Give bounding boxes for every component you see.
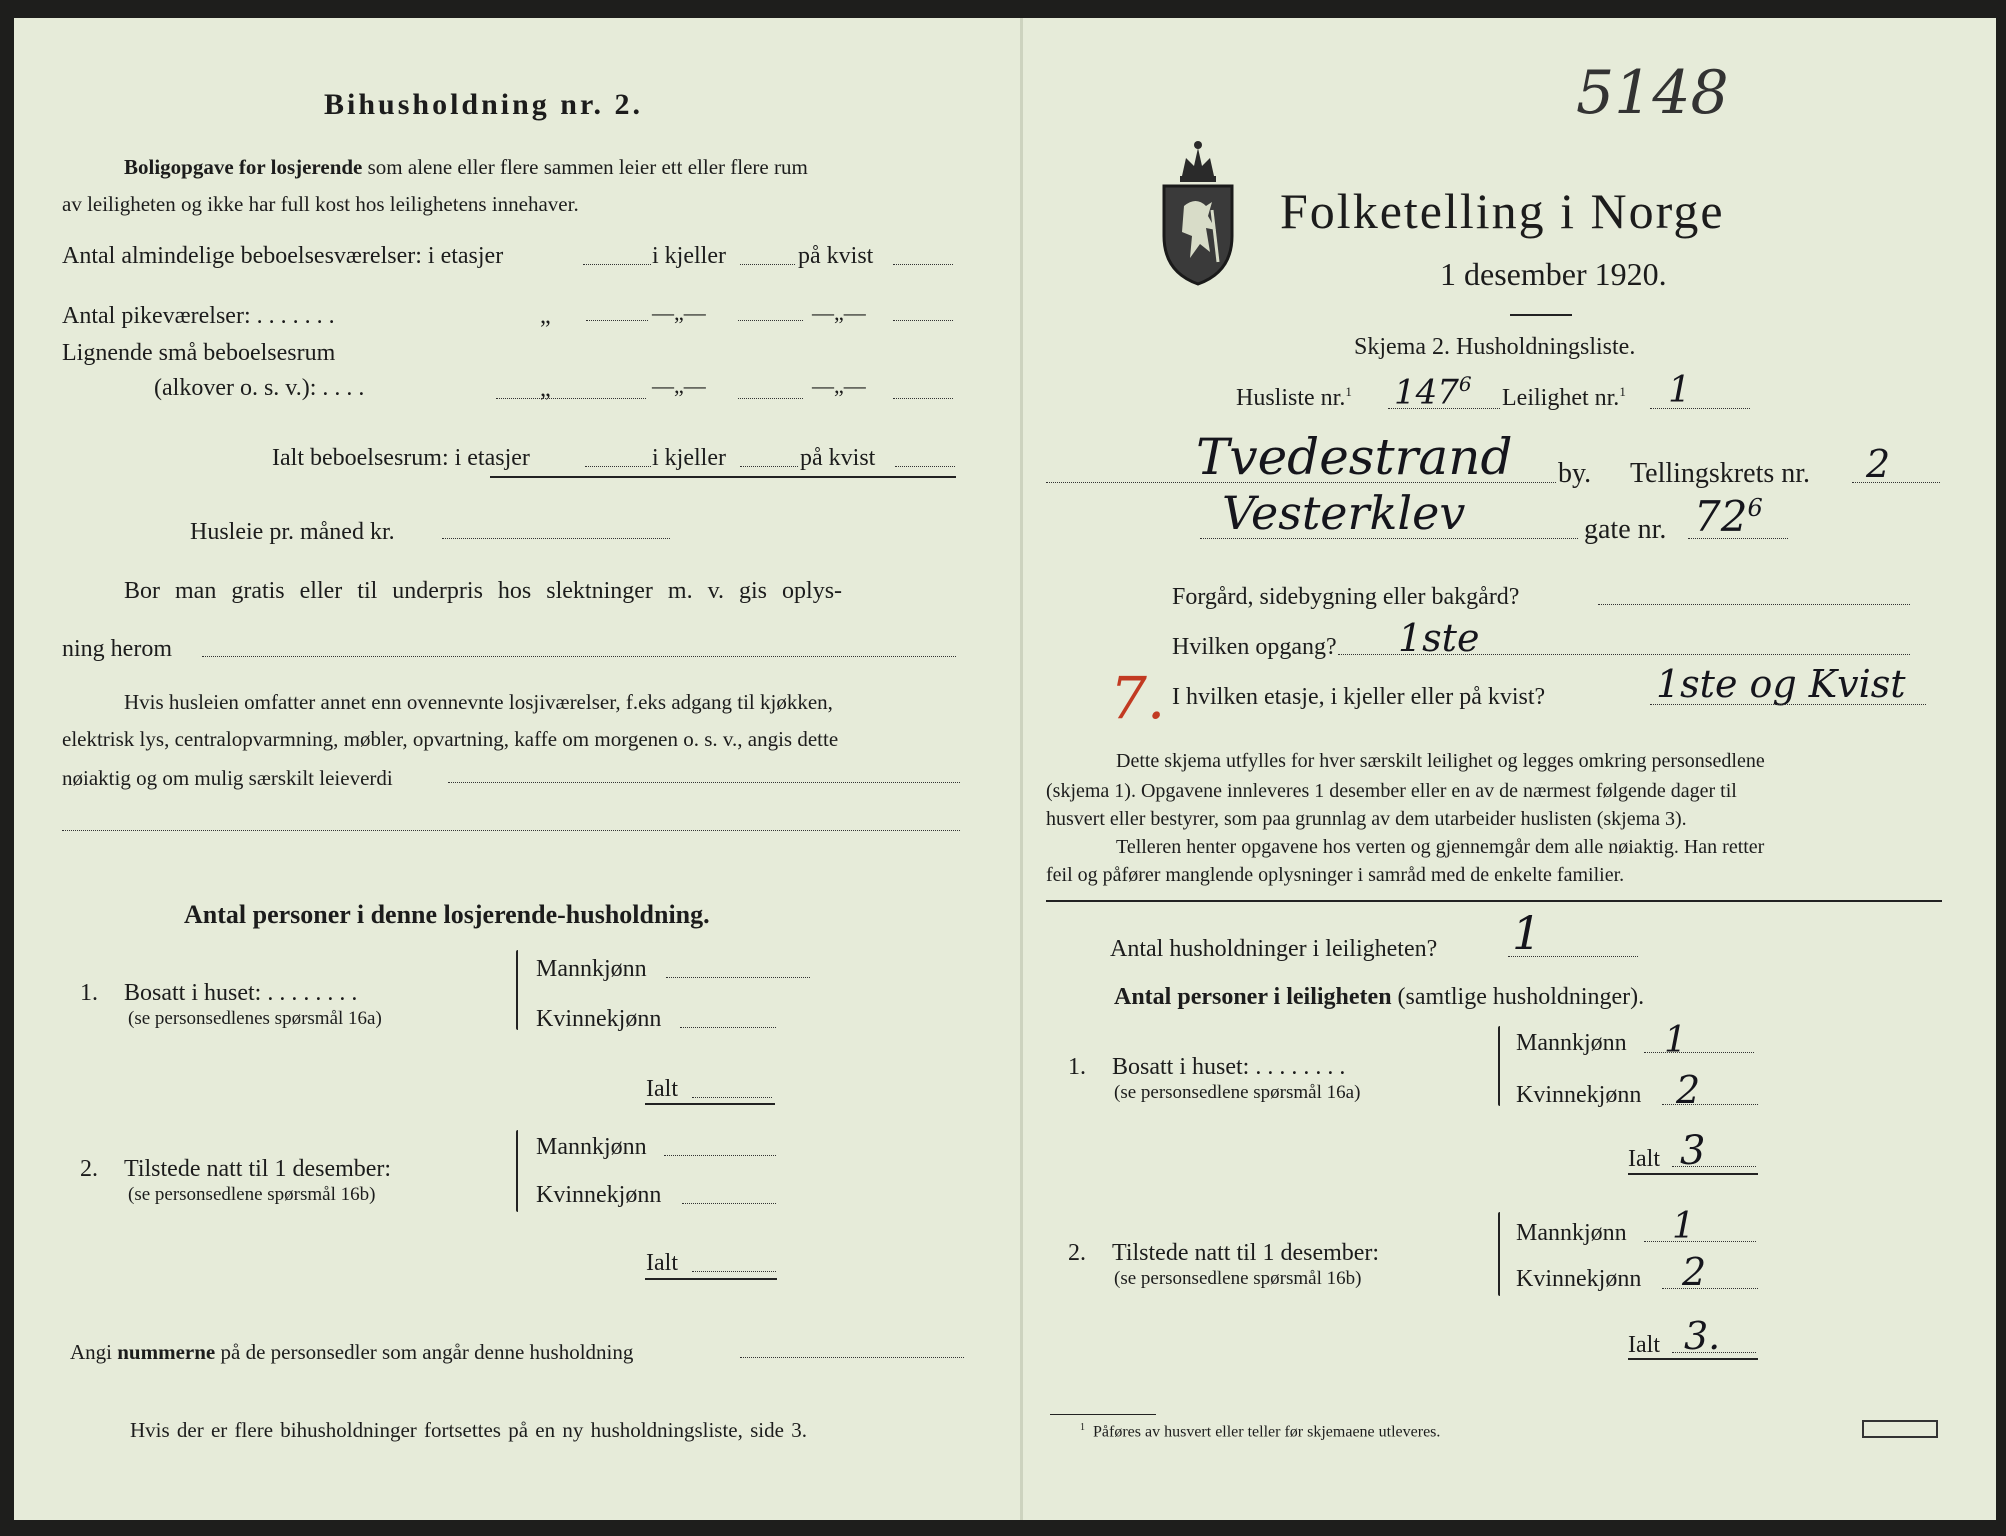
info-line-5: feil og påfører manglende oplysninger i samråd med de enkelte familier. <box>1046 864 1625 886</box>
ialt-kjeller-label: i kjeller <box>652 445 726 471</box>
gate-nr-value <box>1694 492 1763 541</box>
right-q2-label: Tilstede natt til 1 desember: <box>1112 1240 1380 1266</box>
left-q2-ialt-field[interactable] <box>692 1271 776 1272</box>
lignende-kjeller-field[interactable] <box>738 398 803 399</box>
leilighet-label <box>1502 384 1626 412</box>
right-q2-kvinne-value: 2 <box>1682 1250 1707 1294</box>
ialt-rooms-label: Ialt beboelsesrum: i etasjer <box>272 445 530 471</box>
intro-line-2: av leiligheten og ikke har full kost hos leilighetens innehaver. <box>62 192 579 216</box>
pike-dash-2: —„— <box>812 300 866 325</box>
footnote <box>1080 1422 1440 1441</box>
form-date: 1 desember 1920. <box>1440 256 1667 292</box>
footnote-mark: 1 <box>1080 1422 1085 1433</box>
husholdninger-field[interactable] <box>1508 956 1638 957</box>
left-q2-ialt-label: Ialt <box>646 1250 678 1276</box>
husholdninger-label: Antal husholdninger i leiligheten? <box>1110 936 1438 962</box>
right-q2-ialt-value: 3. <box>1684 1314 1721 1358</box>
angi-rest: på de personsedler som angår denne husholdning <box>220 1340 634 1364</box>
left-q1-kvinne-field[interactable] <box>680 1027 776 1028</box>
persons-heading <box>1114 984 1644 1011</box>
rooms-label: Antal almindelige beboelsesværelser: i etasjer <box>62 243 504 269</box>
gate-nr-number: 72 <box>1694 492 1748 541</box>
etasje-label: I hvilken etasje, i kjeller eller på kvist? <box>1172 684 1546 710</box>
left-q2-mann-label: Mannkjønn <box>536 1134 647 1160</box>
gratis-field[interactable] <box>202 656 956 657</box>
left-q1-number: 1. <box>80 980 98 1006</box>
leilighet-field[interactable] <box>1650 408 1750 409</box>
opgang-value: 1ste <box>1398 616 1480 660</box>
left-q2-label: Tilstede natt til 1 desember: <box>124 1156 392 1182</box>
left-q1-mann-field[interactable] <box>666 977 810 978</box>
right-q1-label: Bosatt i huset: . . . . . . . . <box>1112 1054 1346 1080</box>
opgang-field[interactable] <box>1338 654 1910 655</box>
ialt-kvist-field[interactable] <box>895 466 955 467</box>
right-q1-mann-value: 1 <box>1664 1020 1687 1061</box>
footnote-rule <box>1050 1414 1156 1415</box>
schema-label: Skjema 2. Husholdningsliste. <box>1354 334 1636 360</box>
husliste-footmark: 1 <box>1345 384 1352 399</box>
husleie-label: Husleie pr. måned kr. <box>190 519 395 545</box>
husliste-sup: 6 <box>1458 372 1472 396</box>
husliste-text: Husliste nr. <box>1236 385 1346 411</box>
leieverdi-field-2[interactable] <box>62 830 960 831</box>
right-q2-mann-field[interactable] <box>1644 1241 1756 1242</box>
right-q1-kvinne-value: 2 <box>1676 1068 1701 1112</box>
right-q1-brace <box>1498 1026 1500 1106</box>
right-q1-number: 1. <box>1068 1054 1086 1080</box>
info-divider <box>1046 900 1942 902</box>
rooms-kjeller-label: i kjeller <box>652 243 726 269</box>
by-field[interactable] <box>1046 482 1556 483</box>
right-q2-ialt-label: Ialt <box>1628 1332 1660 1358</box>
form-title: Folketelling i Norge <box>1280 183 1725 239</box>
norway-coat-of-arms-icon <box>1156 136 1240 288</box>
archive-number: 5148 <box>1576 58 1729 128</box>
pike-kjeller-field[interactable] <box>738 320 803 321</box>
husliste-number: 147 <box>1394 372 1459 413</box>
right-q2-ialt-field[interactable] <box>1672 1352 1756 1353</box>
printer-stamp <box>1862 1420 1938 1438</box>
left-q1-label: Bosatt i huset: . . . . . . . . <box>124 980 358 1006</box>
angi-bold: nummerne <box>117 1340 216 1364</box>
right-q2-number: 2. <box>1068 1240 1086 1266</box>
persons-heading-bold: Antal personer i leiligheten <box>1114 984 1392 1010</box>
etasje-field[interactable] <box>1650 704 1926 705</box>
ialt-rule <box>490 476 956 478</box>
left-q1-sub: (se personsedlenes spørsmål 16a) <box>128 1008 382 1029</box>
pike-ditto: „ <box>540 303 551 329</box>
angi-field[interactable] <box>740 1357 964 1358</box>
gate-nr-label: gate nr. <box>1584 514 1667 545</box>
rooms-kvist-label: på kvist <box>798 243 874 269</box>
persons-heading-rest: (samtlige husholdninger). <box>1397 984 1645 1010</box>
rooms-etasjer-field[interactable] <box>583 264 651 265</box>
left-q2-kvinne-field[interactable] <box>682 1203 776 1204</box>
leilighet-footmark: 1 <box>1619 384 1626 399</box>
left-q1-ialt-rule <box>645 1103 775 1105</box>
forgard-label: Forgård, sidebygning eller bakgård? <box>1172 584 1520 610</box>
lignende-label-1: Lignende små beboelsesrum <box>62 340 336 366</box>
right-q2-mann-label: Mannkjønn <box>1516 1220 1627 1246</box>
krets-field[interactable] <box>1852 482 1940 483</box>
info-line-2: (skjema 1). Opgavene innleveres 1 desember eller en av de nærmest følgende dager til <box>1046 780 1737 802</box>
pike-etasjer-field[interactable] <box>586 320 648 321</box>
lignende-kvist-field[interactable] <box>893 398 953 399</box>
gratis-line-2: ning herom <box>62 636 172 662</box>
hvis-line-3: nøiaktig og om mulig særskilt leieverdi <box>62 766 393 790</box>
etasje-value: 1ste og Kvist <box>1656 662 1906 706</box>
right-q1-mann-label: Mannkjønn <box>1516 1030 1627 1056</box>
by-value: Tvedestrand <box>1196 428 1513 486</box>
leilighet-text: Leilighet nr. <box>1502 385 1620 411</box>
ialt-etasjer-field[interactable] <box>585 466 651 467</box>
left-q1-kvinne-label: Kvinnekjønn <box>536 1006 662 1032</box>
left-q1-ialt-label: Ialt <box>646 1076 678 1102</box>
intro-line-1 <box>124 155 808 180</box>
right-q1-kvinne-field[interactable] <box>1662 1104 1758 1105</box>
krets-value: 2 <box>1866 442 1891 486</box>
left-q2-mann-field[interactable] <box>664 1155 776 1156</box>
angi-prefix: Angi <box>70 1340 112 1364</box>
rooms-kjeller-field[interactable] <box>740 264 795 265</box>
info-line-4: Telleren henter opgavene hos verten og gjennemgår dem alle nøiaktig. Han retter <box>1116 836 1765 858</box>
rooms-kvist-field[interactable] <box>893 264 953 265</box>
left-q2-sub: (se personsedlene spørsmål 16b) <box>128 1184 376 1205</box>
lignende-dash-1: —„— <box>652 373 706 398</box>
gate-nr-field[interactable] <box>1688 538 1788 539</box>
left-title: Bihusholdning nr. 2. <box>324 88 644 121</box>
info-line-3: husvert eller bestyrer, som paa grunnlag av dem utarbeider huslisten (skjema 3). <box>1046 808 1687 830</box>
left-q1-mann-label: Mannkjønn <box>536 956 647 982</box>
by-label: by. <box>1558 458 1592 489</box>
lignende-dash-2: —„— <box>812 373 866 398</box>
left-q2-number: 2. <box>80 1156 98 1182</box>
angi-line <box>70 1340 633 1365</box>
opgang-label: Hvilken opgang? <box>1172 634 1337 660</box>
footnote-text: Påføres av husvert eller teller før skjemaene utleveres. <box>1093 1423 1441 1441</box>
right-q1-ialt-field[interactable] <box>1672 1166 1756 1167</box>
info-line-1: Dette skjema utfylles for hver særskilt leilighet og legges omkring personsedlene <box>1116 750 1765 772</box>
right-q2-sub: (se personsedlene spørsmål 16b) <box>1114 1268 1362 1289</box>
pike-label: Antal pikeværelser: . . . . . . . <box>62 303 335 329</box>
title-divider <box>1510 314 1572 316</box>
left-q1-ialt-field[interactable] <box>692 1097 772 1098</box>
husholdninger-value: 1 <box>1512 906 1542 960</box>
husliste-label <box>1236 384 1352 412</box>
red-annotation: 7. <box>1110 664 1166 732</box>
krets-label: Tellingskrets nr. <box>1630 458 1811 489</box>
right-q1-ialt-value: 3 <box>1680 1128 1706 1174</box>
right-q2-ialt-rule <box>1628 1358 1758 1360</box>
hvis-line-1: Hvis husleien omfatter annet enn ovennevnte losjiværelser, f.eks adgang til kjøkken, <box>124 690 833 714</box>
left-q2-brace <box>516 1130 518 1212</box>
hvis-line-2: elektrisk lys, centralopvarmning, møbler, opvartning, kaffe om morgenen o. s. v., angis dette <box>62 727 839 751</box>
gate-nr-sup: 6 <box>1747 494 1763 522</box>
gate-field[interactable] <box>1200 538 1578 539</box>
husliste-value <box>1394 372 1472 412</box>
left-footer: Hvis der er flere bihusholdninger fortsettes på en ny husholdningsliste, side 3. <box>130 1418 807 1442</box>
leilighet-value: 1 <box>1668 370 1691 411</box>
antal-heading: Antal personer i denne losjerende-husholdning. <box>184 900 710 929</box>
right-q2-kvinne-label: Kvinnekjønn <box>1516 1266 1642 1292</box>
lignende-label-2: (alkover o. s. v.): . . . . <box>154 375 365 401</box>
right-q2-brace <box>1498 1212 1500 1296</box>
right-q1-kvinne-label: Kvinnekjønn <box>1516 1082 1642 1108</box>
forgard-field[interactable] <box>1598 604 1910 605</box>
right-q1-mann-field[interactable] <box>1644 1052 1754 1053</box>
page-fold <box>1020 18 1023 1520</box>
right-q1-ialt-label: Ialt <box>1628 1146 1660 1172</box>
intro-rest: som alene eller flere sammen leier ett eller flere rum <box>367 155 808 179</box>
leieverdi-field[interactable] <box>448 782 960 783</box>
gate-value: Vesterklev <box>1222 486 1466 540</box>
right-q2-kvinne-field[interactable] <box>1662 1288 1758 1289</box>
husleie-field[interactable] <box>442 538 670 539</box>
left-q2-kvinne-label: Kvinnekjønn <box>536 1182 662 1208</box>
right-q2-mann-value: 1 <box>1672 1206 1695 1247</box>
husliste-field[interactable] <box>1388 408 1500 409</box>
pike-dash-1: —„— <box>652 300 706 325</box>
lignende-etasjer-field[interactable] <box>496 398 646 399</box>
gratis-line-1: Bor man gratis eller til underpris hos slektninger m. v. gis oplys- <box>124 578 843 604</box>
intro-bold: Boligopgave for losjerende <box>124 155 363 179</box>
right-q1-ialt-rule <box>1628 1173 1758 1175</box>
ialt-kvist-label: på kvist <box>800 445 876 471</box>
pike-kvist-field[interactable] <box>893 320 953 321</box>
lignende-ditto: „ <box>540 376 551 402</box>
left-q2-ialt-rule <box>645 1278 777 1280</box>
right-q1-sub: (se personsedlene spørsmål 16a) <box>1114 1082 1361 1103</box>
left-q1-brace <box>516 950 518 1030</box>
ialt-kjeller-field[interactable] <box>740 466 798 467</box>
